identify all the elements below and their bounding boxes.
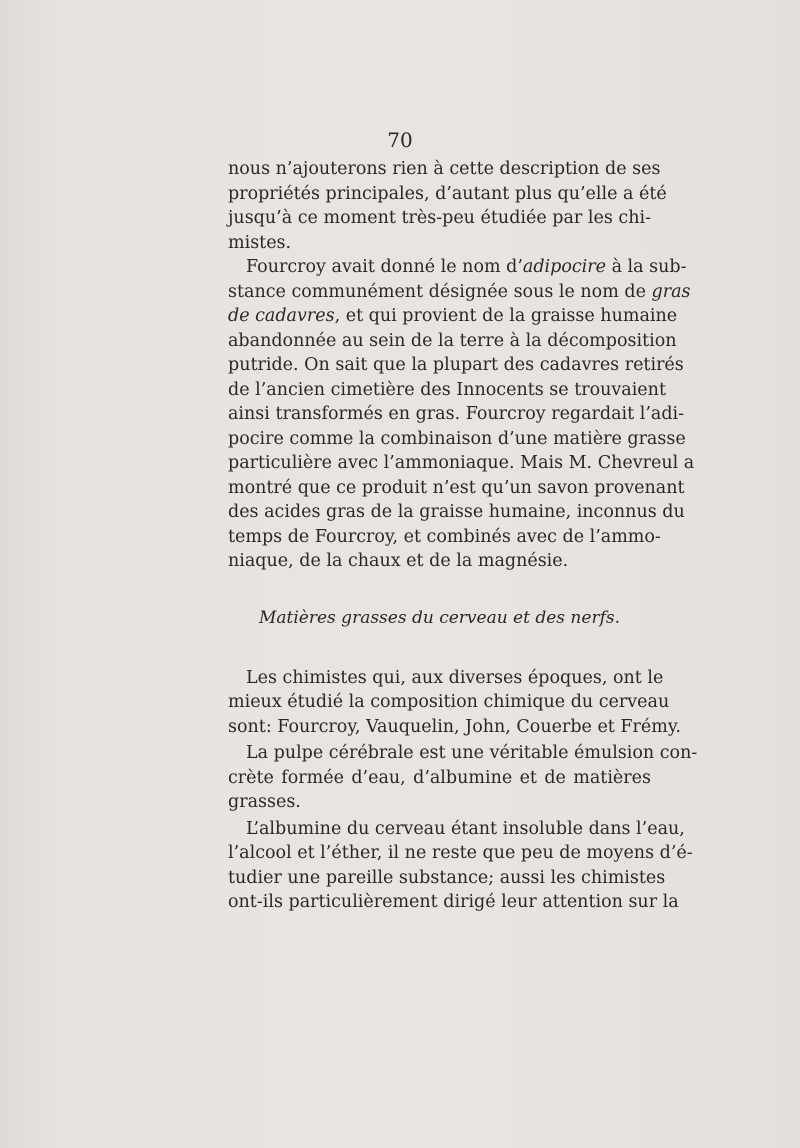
text-line: sont: Fourcroy, Vauquelin, John, Couerbe et Frémy. bbox=[228, 716, 681, 737]
text-line bbox=[228, 304, 678, 329]
text-line: Les chimistes qui, aux diverses époques, ont le bbox=[246, 667, 664, 688]
paragraph-2 bbox=[228, 255, 695, 574]
text-line: La pulpe cérébrale est une véritable émulsion con- bbox=[246, 743, 698, 763]
text-segment: , et qui provient de la graisse humaine bbox=[334, 306, 678, 326]
text-line: propriétés principales, d’autant plus qu’elle a été bbox=[228, 183, 667, 204]
text-line: particulière avec l’ammoniaque. Mais M. Chevreul a bbox=[228, 453, 695, 473]
italic-term: adipocire bbox=[522, 257, 606, 277]
paragraph-1 bbox=[228, 157, 667, 255]
text-segment: Fourcroy avait donné le nom d’ bbox=[246, 257, 523, 277]
paragraph-5 bbox=[228, 817, 693, 915]
italic-term: de cadavres bbox=[228, 306, 335, 326]
paragraph-3 bbox=[228, 666, 681, 740]
text-line: montré que ce produit n’est qu’un savon provenant bbox=[228, 477, 685, 498]
paragraph-4 bbox=[228, 741, 698, 815]
text-line: jusqu’à ce moment très-peu étudiée par les chi- bbox=[228, 208, 651, 228]
page-number: 70 bbox=[387, 128, 413, 152]
text-line: grasses. bbox=[228, 792, 301, 812]
text-line: des acides gras de la graisse humaine, inconnus du bbox=[228, 502, 685, 522]
text-line bbox=[228, 255, 687, 280]
text-line: pocire comme la combinaison d’une matière grasse bbox=[228, 428, 686, 449]
text-line: crète formée d’eau, d’albumine et de matières bbox=[228, 767, 651, 788]
text-line: de l’ancien cimetière des Innocents se trouvaient bbox=[228, 379, 666, 400]
body-text bbox=[228, 157, 698, 915]
text-line: mieux étudié la composition chimique du cerveau bbox=[228, 692, 670, 712]
text-line: temps de Fourcroy, et combinés avec de l’ammo- bbox=[228, 526, 661, 547]
text-line: ainsi transformés en gras. Fourcroy regardait l’adi- bbox=[228, 404, 685, 424]
text-line bbox=[228, 280, 691, 305]
section-heading: Matières grasses du cerveau et des nerfs. bbox=[259, 607, 620, 628]
italic-term: gras bbox=[651, 281, 691, 302]
text-segment: stance communément désignée sous le nom de bbox=[228, 281, 652, 302]
text-line: L’albumine du cerveau étant insoluble dans l’eau, bbox=[246, 818, 685, 839]
text-line: nous n’ajouterons rien à cette description de ses bbox=[228, 159, 661, 179]
text-line: abandonnée au sein de la terre à la décomposition bbox=[228, 330, 677, 351]
text-line: putride. On sait que la plupart des cadavres retirés bbox=[228, 355, 684, 375]
text-line: mistes. bbox=[228, 232, 292, 253]
text-line: tudier une pareille substance; aussi les chimistes bbox=[228, 867, 666, 888]
text-line: l’alcool et l’éther, il ne reste que peu de moyens d’é- bbox=[228, 843, 693, 863]
text-segment: à la sub- bbox=[606, 257, 687, 277]
text-line: niaque, de la chaux et de la magnésie. bbox=[228, 551, 569, 571]
text-line: ont-ils particulièrement dirigé leur attention sur la bbox=[228, 892, 679, 912]
